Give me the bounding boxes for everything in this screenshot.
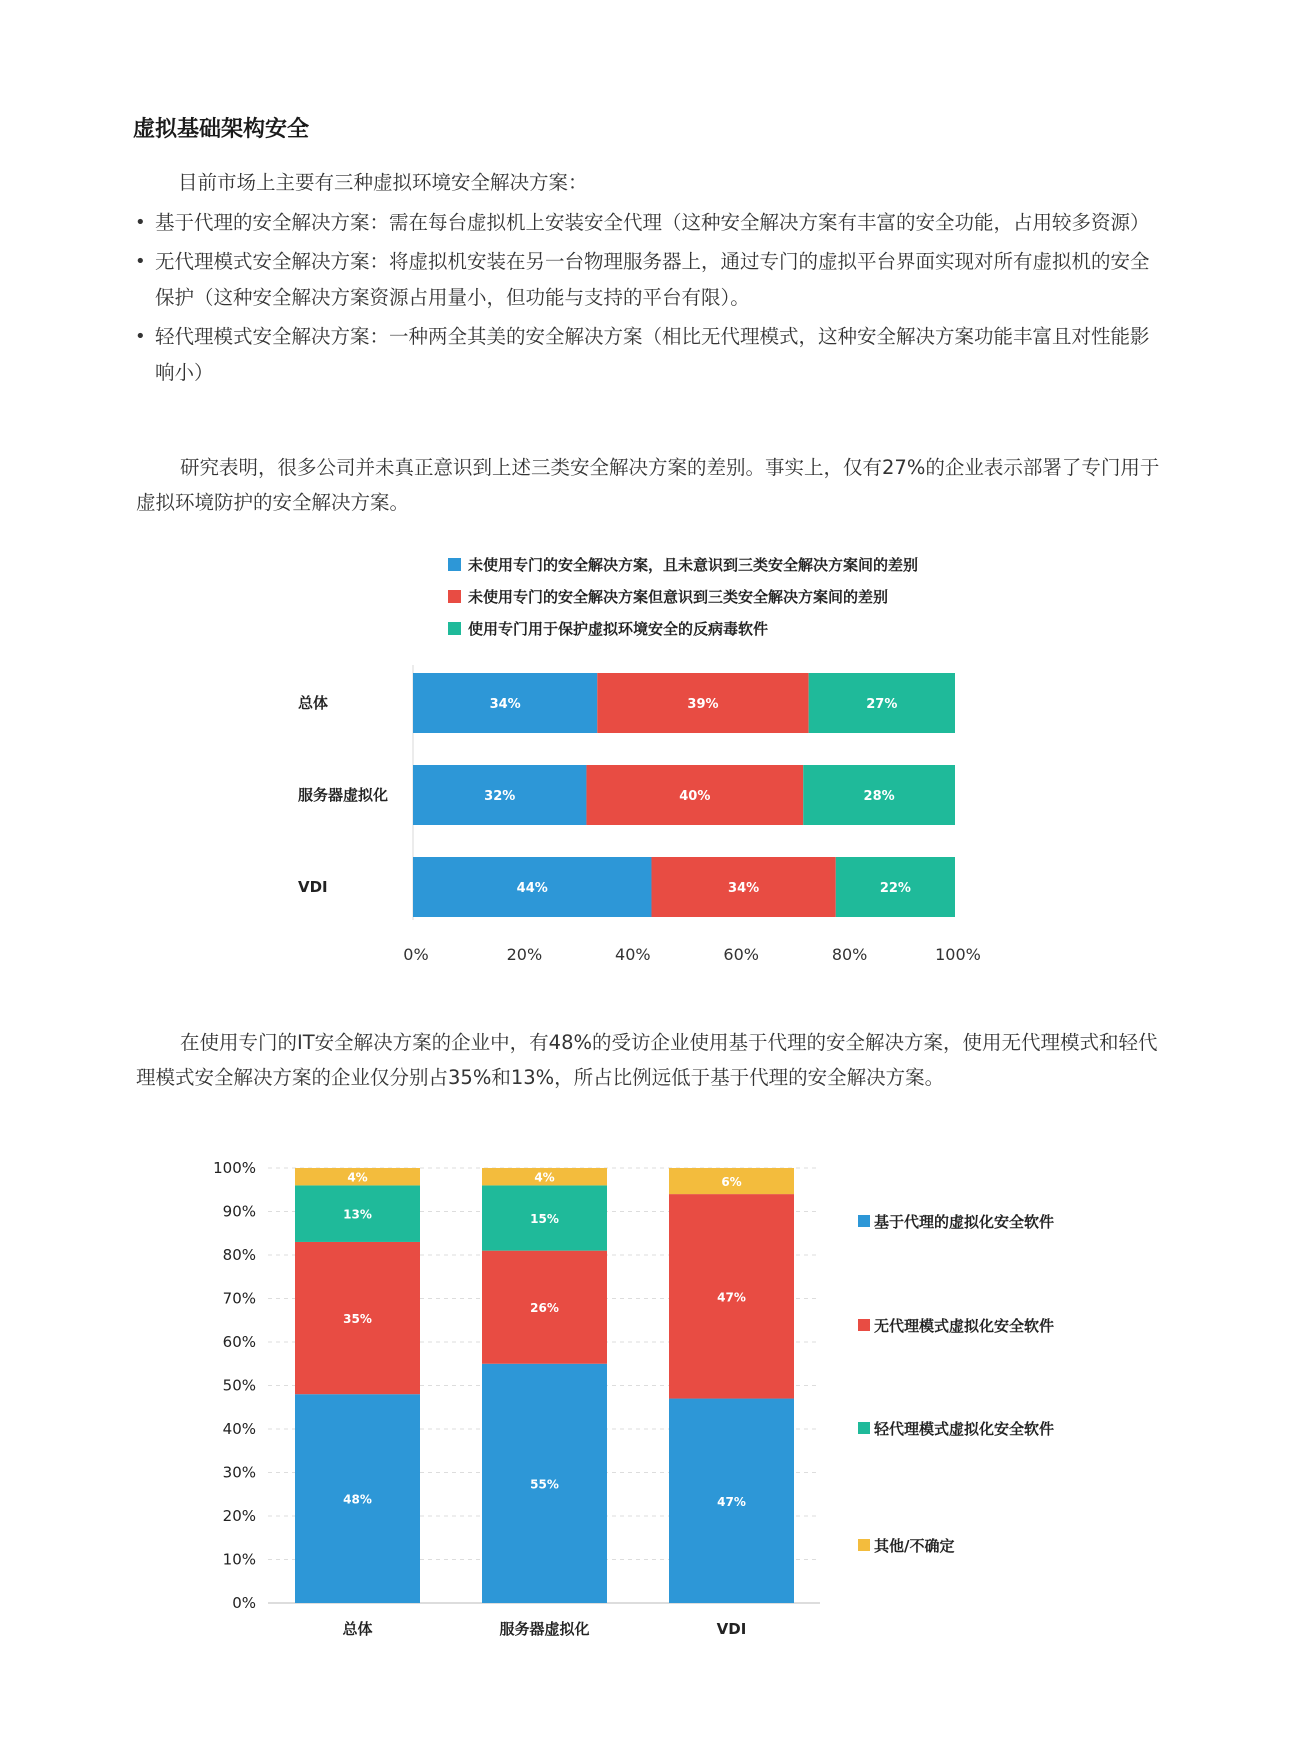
- x-tick-label: 40%: [615, 945, 651, 964]
- data-label: 15%: [530, 1212, 559, 1227]
- data-label: 28%: [863, 789, 895, 804]
- data-label: 35%: [343, 1312, 372, 1327]
- legend-label: 基于代理的虚拟化安全软件: [874, 1213, 1055, 1231]
- data-label: 27%: [866, 697, 898, 712]
- legend-swatch: [858, 1422, 870, 1434]
- category-label: VDI: [716, 1620, 747, 1638]
- x-tick-label: 60%: [723, 945, 759, 964]
- bullet-text: 无代理模式安全解决方案：将虚拟机安装在另一台物理服务器上，通过专门的虚拟平台界面实现对所有虚拟机的安全保护（这种安全解决方案资源占用量小，但功能与支持的平台有限）。: [155, 250, 1150, 309]
- x-tick-label: 20%: [506, 945, 543, 964]
- data-label: 47%: [717, 1290, 746, 1305]
- vertical-stacked-bar-chart: [0, 1140, 1290, 1670]
- legend-swatch: [448, 622, 461, 635]
- legend-label: 未使用专门的安全解决方案，且未意识到三类安全解决方案间的差别: [468, 556, 919, 574]
- data-label: 26%: [530, 1301, 559, 1316]
- x-tick-label: 100%: [935, 945, 981, 964]
- category-label: 总体: [298, 694, 329, 712]
- section-title: 虚拟基础架构安全: [133, 117, 310, 142]
- legend-swatch: [858, 1539, 870, 1551]
- data-label: 34%: [728, 881, 760, 896]
- legend-swatch: [858, 1215, 870, 1227]
- data-label: 47%: [717, 1494, 746, 1509]
- data-label: 4%: [534, 1170, 555, 1185]
- bullet-dot-icon: •: [135, 251, 146, 272]
- bullet-item: [133, 319, 1163, 391]
- bullet-text: 轻代理模式安全解决方案：一种两全其美的安全解决方案（相比无代理模式，这种安全解决方案功能丰富且对性能影响小）: [155, 325, 1150, 384]
- paragraph-usage: 在使用专门的IT安全解决方案的企业中，有48%的受访企业使用基于代理的安全解决方案，使用无代理模式和轻代理模式安全解决方案的企业仅分别占35%和13%，所占比例远低于基于代理的安全解决方案。: [136, 1031, 1158, 1089]
- bullet-dot-icon: •: [135, 212, 146, 233]
- data-label: 6%: [721, 1175, 742, 1190]
- category-label: VDI: [298, 878, 328, 896]
- data-label: 4%: [347, 1170, 368, 1185]
- data-label: 55%: [530, 1477, 559, 1492]
- horizontal-stacked-bar-chart: [0, 540, 1290, 970]
- x-tick-label: 80%: [831, 945, 868, 964]
- y-tick-label: 80%: [222, 1246, 256, 1264]
- data-label: 32%: [484, 789, 516, 804]
- data-label: 34%: [489, 697, 521, 712]
- data-label: 40%: [679, 789, 711, 804]
- data-label: 39%: [687, 697, 719, 712]
- paragraph-research: 研究表明，很多公司并未真正意识到上述三类安全解决方案的差别。事实上，仅有27%的企业表示部署了专门用于虚拟环境防护的安全解决方案。: [136, 456, 1160, 514]
- category-label: 服务器虚拟化: [298, 786, 389, 804]
- y-tick-label: 70%: [222, 1289, 256, 1308]
- category-label: 总体: [342, 1620, 373, 1638]
- y-tick-label: 60%: [222, 1333, 256, 1351]
- y-tick-label: 90%: [222, 1202, 256, 1221]
- legend-label: 未使用专门的安全解决方案但意识到三类安全解决方案间的差别: [468, 588, 889, 606]
- y-tick-label: 10%: [222, 1550, 256, 1569]
- bullet-list: [133, 205, 1163, 394]
- bullet-dot-icon: •: [135, 326, 146, 347]
- y-tick-label: 40%: [222, 1420, 256, 1438]
- data-label: 13%: [343, 1207, 372, 1222]
- category-label: 服务器虚拟化: [499, 1620, 590, 1638]
- data-label: 44%: [516, 881, 548, 896]
- legend-label: 使用专门用于保护虚拟环境安全的反病毒软件: [468, 620, 769, 638]
- y-tick-label: 50%: [222, 1376, 256, 1395]
- legend-label: 其他/不确定: [874, 1537, 955, 1555]
- legend-label: 无代理模式虚拟化安全软件: [874, 1317, 1055, 1335]
- legend-swatch: [448, 590, 461, 603]
- y-tick-label: 100%: [213, 1159, 256, 1177]
- y-tick-label: 30%: [222, 1463, 256, 1482]
- intro-text: 目前市场上主要有三种虚拟环境安全解决方案：: [178, 171, 588, 194]
- y-tick-label: 20%: [222, 1507, 256, 1525]
- x-tick-label: 0%: [403, 945, 429, 964]
- bullet-item: [133, 205, 1163, 241]
- data-label: 48%: [343, 1492, 372, 1507]
- legend-swatch: [448, 558, 461, 571]
- y-tick-label: 0%: [232, 1594, 256, 1612]
- bullet-text: 基于代理的安全解决方案：需在每台虚拟机上安装安全代理（这种安全解决方案有丰富的安全功能，占用较多资源）: [155, 211, 1150, 234]
- legend-swatch: [858, 1319, 870, 1331]
- legend-label: 轻代理模式虚拟化安全软件: [874, 1420, 1055, 1438]
- bullet-item: [133, 244, 1163, 316]
- data-label: 22%: [879, 881, 911, 896]
